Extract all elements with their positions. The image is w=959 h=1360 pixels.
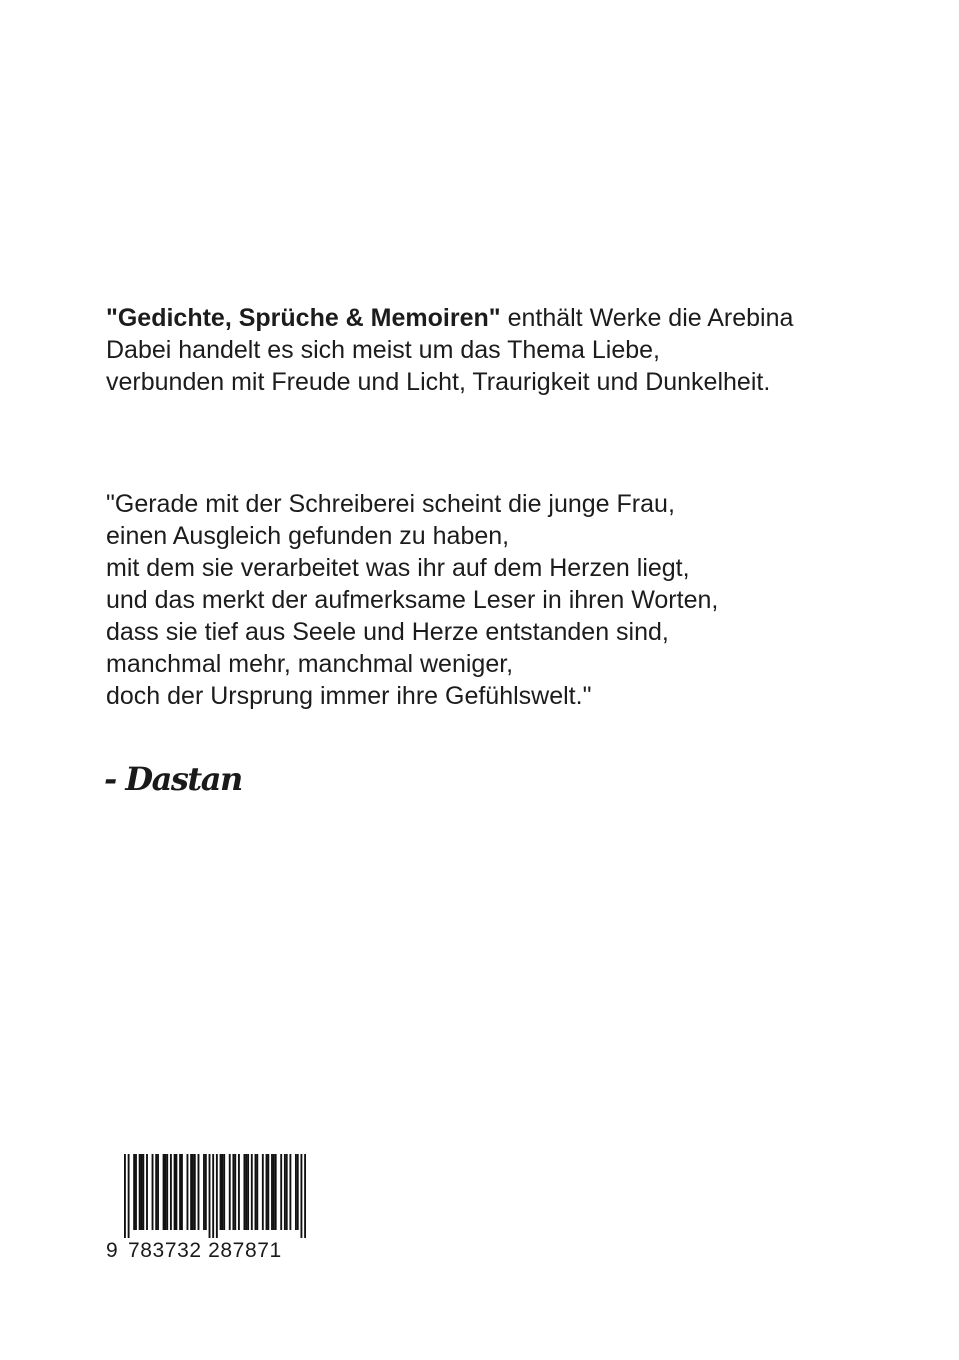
barcode-bar bbox=[256, 1154, 258, 1230]
barcode-bar bbox=[179, 1154, 181, 1230]
barcode-bar bbox=[262, 1154, 264, 1230]
barcode-bar bbox=[205, 1154, 207, 1230]
barcode-bar bbox=[229, 1154, 231, 1230]
barcode-bar bbox=[275, 1154, 277, 1230]
barcode-bar bbox=[247, 1154, 249, 1230]
barcode-bar bbox=[175, 1154, 177, 1230]
barcode-bar bbox=[255, 1154, 257, 1230]
barcode-bar bbox=[139, 1154, 141, 1230]
barcode-bar bbox=[267, 1154, 269, 1230]
intro-line-1 bbox=[106, 302, 926, 334]
barcode-bar bbox=[166, 1154, 168, 1230]
barcode-bar bbox=[273, 1154, 275, 1230]
barcode-bar bbox=[243, 1154, 245, 1230]
isbn-number bbox=[106, 1238, 306, 1264]
isbn-digits: 783732 287871 bbox=[128, 1239, 282, 1262]
barcode-bar bbox=[135, 1154, 137, 1230]
barcode-bar bbox=[194, 1154, 196, 1230]
barcode-bar bbox=[124, 1154, 126, 1238]
barcode-bar bbox=[216, 1154, 218, 1238]
barcode-bar bbox=[232, 1154, 234, 1230]
quote-block bbox=[106, 488, 926, 712]
quote-line: mit dem sie verarbeitet was ihr auf dem Herzen liegt, bbox=[106, 554, 690, 582]
barcode-bar bbox=[304, 1154, 306, 1238]
barcode-bar bbox=[146, 1154, 148, 1230]
barcode-bar bbox=[271, 1154, 273, 1230]
quote-line: und das merkt der aufmerksame Leser in ihren Worten, bbox=[106, 586, 719, 614]
intro-paragraph bbox=[106, 302, 926, 398]
barcode-bar bbox=[221, 1154, 223, 1230]
barcode-bar bbox=[223, 1154, 225, 1230]
barcode-bar bbox=[245, 1154, 247, 1230]
quote-line: doch der Ursprung immer ihre Gefühlswelt." bbox=[106, 682, 592, 710]
barcode-bar bbox=[266, 1154, 268, 1230]
book-title: "Gedichte, Sprüche & Memoiren" bbox=[106, 304, 501, 332]
isbn-first-digit: 9 bbox=[106, 1239, 119, 1262]
barcode-bar bbox=[187, 1154, 189, 1230]
barcode-bar bbox=[284, 1154, 286, 1230]
barcode-bar bbox=[280, 1154, 282, 1230]
barcode-bar bbox=[234, 1154, 236, 1230]
barcode-bar bbox=[142, 1154, 144, 1230]
barcode-bar bbox=[198, 1154, 200, 1230]
barcode-bar bbox=[297, 1154, 299, 1230]
quote-line: einen Ausgleich gefunden zu haben, bbox=[106, 522, 510, 550]
barcode-bar bbox=[164, 1154, 166, 1230]
barcode-bar bbox=[212, 1154, 214, 1238]
barcode-bar bbox=[163, 1154, 165, 1230]
barcode-bar bbox=[220, 1154, 222, 1230]
barcode-bar bbox=[251, 1154, 253, 1230]
quote-line: manchmal mehr, manchmal weniger, bbox=[106, 650, 514, 678]
barcode-bar bbox=[203, 1154, 205, 1230]
barcode-bar bbox=[238, 1154, 240, 1230]
barcode-bar bbox=[174, 1154, 176, 1230]
barcode-bar bbox=[190, 1154, 192, 1230]
intro-line-2: Dabei handelt es sich meist um das Thema Liebe, bbox=[106, 336, 661, 364]
barcode-bar bbox=[170, 1154, 172, 1230]
intro-line-3: verbunden mit Freude und Licht, Traurigkeit und Dunkelheit. bbox=[106, 368, 771, 396]
barcode-bar bbox=[181, 1154, 183, 1230]
quote-line: dass sie tief aus Seele und Herze entstanden sind, bbox=[106, 618, 669, 646]
barcode-bar bbox=[133, 1154, 135, 1230]
quote-signature: - Dastan bbox=[104, 760, 242, 798]
barcode-bar bbox=[286, 1154, 288, 1230]
barcode-bar bbox=[141, 1154, 143, 1230]
barcode-bar bbox=[289, 1154, 291, 1230]
barcode-bar bbox=[155, 1154, 157, 1230]
barcode-bar bbox=[152, 1154, 154, 1230]
barcode-bar bbox=[157, 1154, 159, 1230]
barcode-bar bbox=[300, 1154, 302, 1238]
barcode-bar bbox=[128, 1154, 130, 1238]
quote-line: "Gerade mit der Schreiberei scheint die junge Frau, bbox=[106, 490, 675, 518]
barcode-bar bbox=[192, 1154, 194, 1230]
barcode-bar bbox=[209, 1154, 211, 1238]
barcode-bars bbox=[106, 1154, 306, 1238]
barcode-bar bbox=[295, 1154, 297, 1230]
intro-line-1-rest: enthält Werke die Arebina bbox=[500, 304, 794, 332]
